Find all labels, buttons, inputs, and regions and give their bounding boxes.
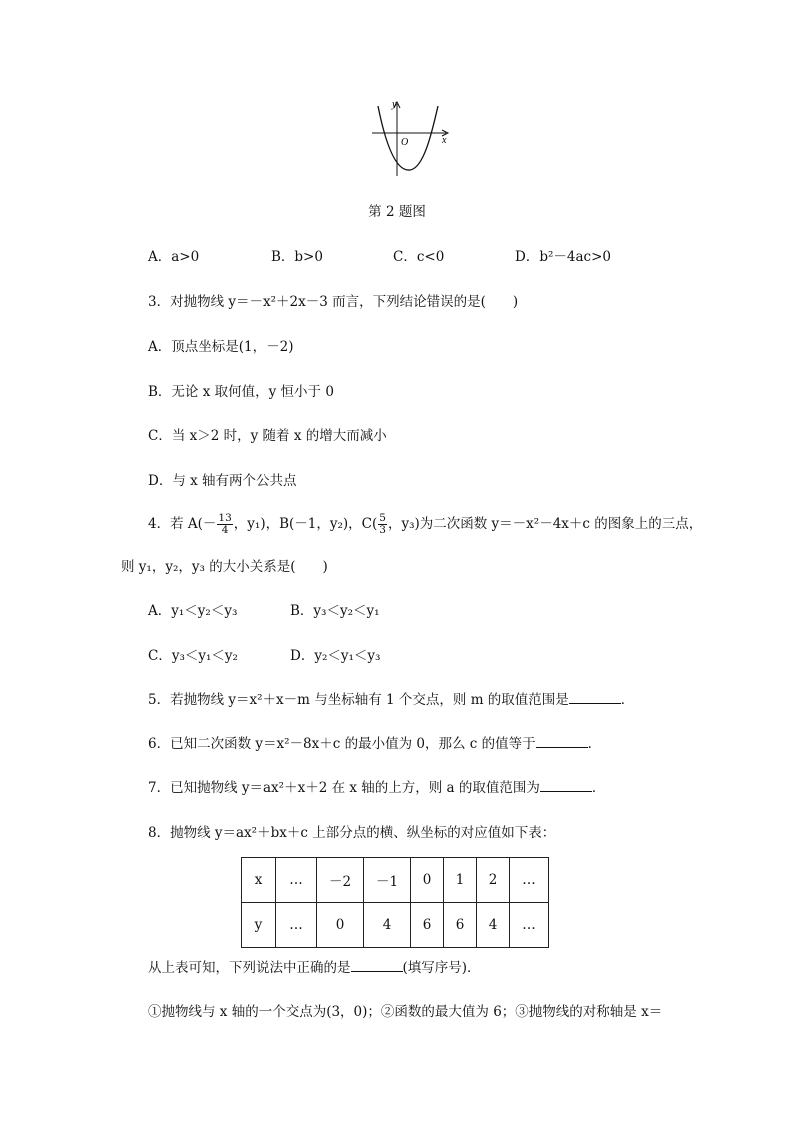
q4-option-c[interactable]: C．y₃＜y₁＜y₂ <box>148 648 238 664</box>
q3-option-c[interactable]: C．当 x＞2 时，y 随着 x 的增大而减小 <box>148 428 387 444</box>
q2-option-b[interactable]: B．b>0 <box>271 249 323 265</box>
q2-options <box>0 245 794 263</box>
q6-period: ． <box>587 736 602 752</box>
q2-option-a[interactable]: A．a>0 <box>148 249 200 265</box>
figure-caption: 第 2 题图 <box>368 204 426 220</box>
origin-label: O <box>401 137 409 148</box>
table-cell: … <box>510 858 549 903</box>
q5-answer-blank[interactable] <box>569 691 621 704</box>
table-cell: … <box>510 903 549 948</box>
y-axis-label: y <box>392 99 397 110</box>
q5-text: 5．若抛物线 y＝x²＋x－m 与坐标轴有 1 个交点，则 m 的取值范围是 <box>148 692 569 708</box>
q8-question <box>148 956 481 976</box>
values-table <box>241 857 549 948</box>
q7-text: 7．已知抛物线 y＝ax²＋x＋2 在 x 轴的上方，则 a 的取值范围为 <box>148 780 540 796</box>
table-cell: 4 <box>364 903 411 948</box>
table-cell: y <box>242 903 276 948</box>
table-cell: 6 <box>411 903 444 948</box>
table-cell: 4 <box>477 903 510 948</box>
table-row-y <box>242 903 549 948</box>
q4-stem-line2: 则 y₁，y₂，y₃ 的大小关系是( ) <box>121 559 328 575</box>
q3-option-d[interactable]: D．与 x 轴有两个公共点 <box>148 473 297 489</box>
q8-question-tail: (填写序号)． <box>402 960 481 976</box>
q8-stem: 8．抛物线 y＝ax²＋bx＋c 上部分点的横、纵坐标的对应值如下表： <box>148 825 556 841</box>
q2-option-d[interactable]: D．b²－4ac>0 <box>515 249 611 265</box>
q7 <box>148 776 605 796</box>
q4-fraction-13-4: $\frac{13}{4}$ <box>218 512 232 536</box>
q8-answer-blank[interactable] <box>351 959 403 972</box>
table-cell: 6 <box>444 903 477 948</box>
q5-period: ． <box>620 692 635 708</box>
q7-answer-blank[interactable] <box>540 779 592 792</box>
q5 <box>148 688 634 708</box>
table-cell: 2 <box>477 858 510 903</box>
q4-option-a[interactable]: A．y₁＜y₂＜y₃ <box>148 603 238 619</box>
q4-stem-part-b: ，y₁)，B(－1，y₂)，C( <box>233 516 378 532</box>
q4-fraction-5-3: $\frac{5}{3}$ <box>379 512 386 536</box>
q4-options-row1 <box>0 599 794 617</box>
q3-option-a[interactable]: A．顶点坐标是(1，－2) <box>148 339 294 355</box>
q4-stem-part-c: ，y₃)为二次函数 y＝－x²－4x＋c 的图象上的三点， <box>387 516 703 532</box>
q3-option-b[interactable]: B．无论 x 取何值，y 恒小于 0 <box>148 384 334 400</box>
table-cell: －1 <box>364 858 411 903</box>
table-cell: 0 <box>411 858 444 903</box>
q6-answer-blank[interactable] <box>536 735 588 748</box>
q4-stem <box>148 512 702 536</box>
q4-option-d[interactable]: D．y₂＜y₁＜y₃ <box>290 648 381 664</box>
q4-options-row2 <box>0 644 794 662</box>
q3-stem: 3．对抛物线 y＝－x²＋2x－3 而言，下列结论错误的是( ) <box>148 294 519 310</box>
parabola-figure <box>366 96 456 180</box>
table-cell: 1 <box>444 858 477 903</box>
q7-period: ． <box>591 780 606 796</box>
table-cell: … <box>276 903 317 948</box>
table-row-x <box>242 858 549 903</box>
q4-option-b[interactable]: B．y₃＜y₂＜y₁ <box>290 603 380 619</box>
table-cell: 0 <box>317 903 364 948</box>
table-cell: x <box>242 858 276 903</box>
x-axis-label: x <box>442 135 447 146</box>
q6 <box>148 732 601 752</box>
q4-stem-part-a: 4．若 A(－ <box>148 516 217 532</box>
q6-text: 6．已知二次函数 y＝x²－8x＋c 的最小值为 0，那么 c 的值等于 <box>148 736 536 752</box>
q2-option-c[interactable]: C．c<0 <box>393 249 445 265</box>
table-cell: … <box>276 858 317 903</box>
table-cell: －2 <box>317 858 364 903</box>
q8-question-text: 从上表可知，下列说法中正确的是 <box>148 960 351 976</box>
q8-statements: ①抛物线与 x 轴的一个交点为(3，0)；②函数的最大值为 6；③抛物线的对称轴是 x＝ <box>148 1004 663 1020</box>
